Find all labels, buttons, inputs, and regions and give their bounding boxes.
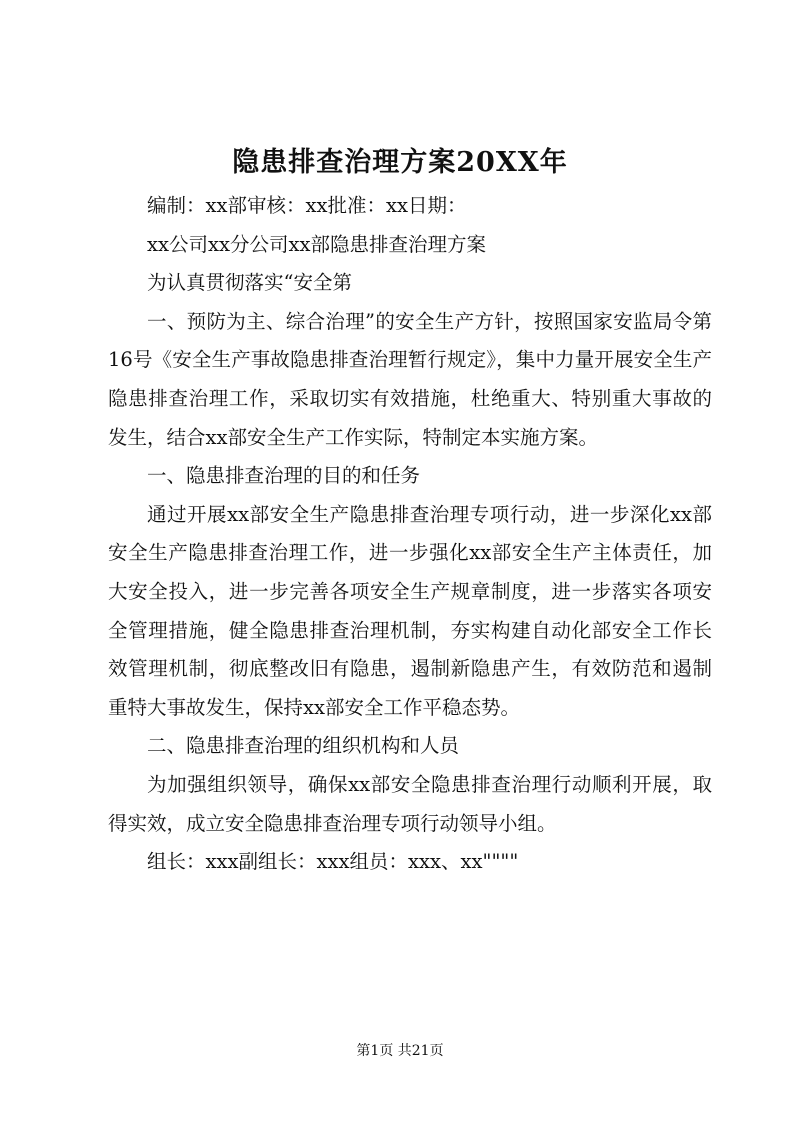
section-heading-2: 二、隐患排查治理的组织机构和人员 <box>147 734 460 758</box>
section-heading-1: 一、隐患排查治理的目的和任务 <box>147 464 421 488</box>
document-title: 隐患排查治理方案20XX年 <box>232 147 568 178</box>
subtitle-line: xx公司xx分公司xx部隐患排查治理方案 <box>147 232 486 256</box>
document-body <box>108 187 712 882</box>
page-number: 第1页 共21页 <box>356 1043 444 1059</box>
meta-line: 编制：xx部审核：xx批准：xx日期： <box>147 194 467 217</box>
intro-line: 为认真贯彻落实“安全第 <box>147 271 352 295</box>
section-paragraph-2: 为加强组织领导，确保xx部安全隐患排查治理行动顺利开展，取得实效，成立安全隐患排查治理专项行动领导小组。 <box>108 772 712 835</box>
roster-line: 组长：xxx副组长：xxx组员：xxx、xx"""" <box>147 850 519 874</box>
section-paragraph-1: 通过开展xx部安全生产隐患排查治理专项行动，进一步深化xx部安全生产隐患排查治理工作，进一步强化xx部安全生产主体责任，加大安全投入，进一步完善各项安全生产规章制度，进一步落实各项安全管理措施，健全隐患排查治理机制，夯实构建自动化部安全工作长效管理机制，彻底整改旧有隐患，遏制新隐患产生，有效防范和遏制重特大事故发生，保持xx部安全工作平稳态势。 <box>108 502 712 719</box>
intro-paragraph: 一、预防为主、综合治理”的安全生产方针，按照国家安监局令第16号《安全生产事故隐患排查治理暂行规定》，集中力量开展安全生产隐患排查治理工作，采取切实有效措施，杜绝重大、特别重大事故的发生，结合xx部安全生产工作实际，特制定本实施方案。 <box>108 309 712 449</box>
page-footer <box>0 1040 800 1060</box>
